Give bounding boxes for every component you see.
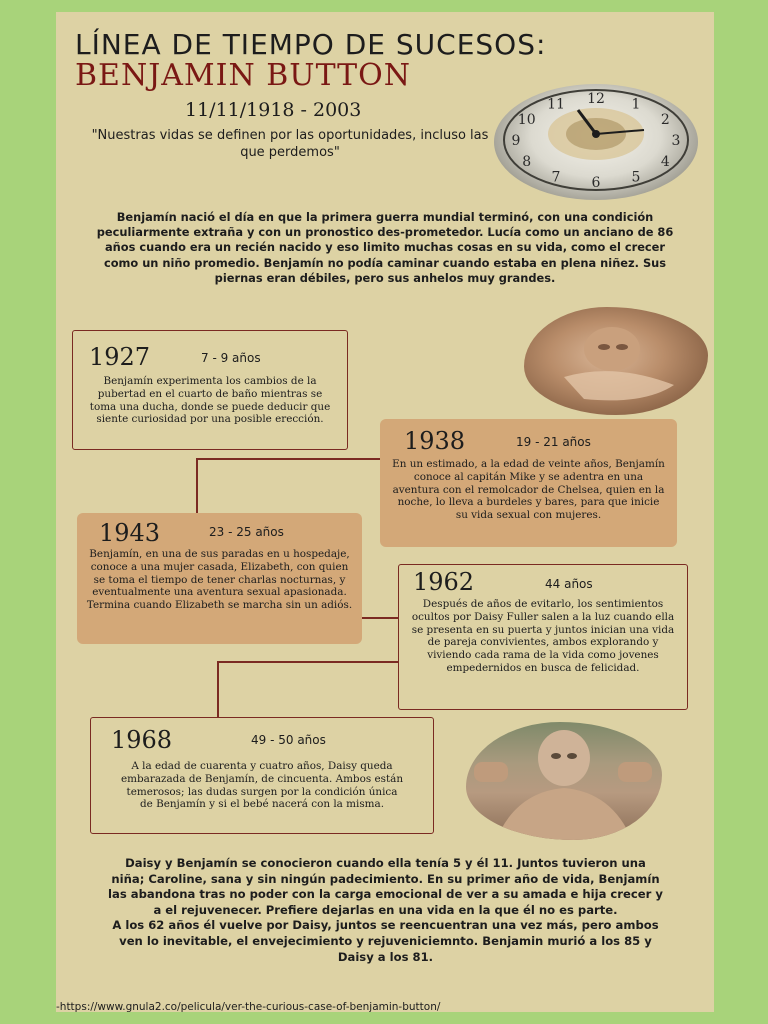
event-year: 1938 — [404, 427, 466, 455]
event-year: 1927 — [89, 343, 151, 371]
event-card-1962 — [398, 564, 688, 710]
clock-face-icon — [494, 84, 698, 200]
clock-numeral: 11 — [547, 96, 565, 113]
source-link[interactable]: -https://www.gnula2.co/pelicula/ver-the-curious-case-of-benjamin-button/ — [56, 1001, 441, 1013]
event-card-1968 — [90, 717, 434, 834]
event-card-1938 — [380, 419, 677, 547]
event-description: Benjamín, en una de sus paradas en u hospedaje, conoce a una mujer casada, Elizabeth, con quien se toma el tiempo de tener charlas nocturnas, y eventualmente una aventura sexual apasionada. Termina cuando Elizabeth se marcha sin un adiós. — [86, 548, 353, 612]
timeline-connector — [217, 661, 399, 663]
event-description: A la edad de cuarenta y cuatro años, Daisy queda embarazada de Benjamín, de cincuenta. Ambos están temerosos; las dudas surgen por la condición única de Benjamín y si el bebé nacerá con la misma. — [121, 760, 404, 811]
event-description: Benjamín experimenta los cambios de la pubertad en el cuarto de baño mientras se toma una ducha, donde se puede deducir que siente curiosidad por una posible erección. — [89, 375, 331, 426]
clock-numeral: 6 — [591, 175, 601, 191]
timeline-connector — [217, 661, 219, 719]
clock-numeral: 5 — [631, 169, 641, 186]
event-description: Después de años de evitarlo, los sentimientos ocultos por Daisy Fuller salen a la luz cuando ella se presenta en su puerta y juntos inician una vida de pareja convivientes, ambos explorando y viviendo cada rama de la vida como jovenes empedernidos en busca de felicidad. — [411, 598, 675, 674]
event-year: 1968 — [111, 726, 173, 754]
event-card-1943 — [77, 513, 362, 644]
old-man-photo — [466, 722, 662, 840]
clock-numeral: 12 — [587, 91, 605, 107]
event-age: 7 - 9 años — [201, 351, 261, 365]
event-age: 23 - 25 años — [209, 525, 284, 539]
timeline-connector — [196, 458, 380, 460]
clock-numeral: 2 — [660, 112, 670, 128]
movie-quote: "Nuestras vidas se definen por las oportunidades, incluso las que perdemos" — [91, 128, 489, 160]
clock-numeral: 3 — [671, 133, 681, 149]
event-year: 1962 — [413, 568, 475, 596]
clock-numeral: 4 — [660, 154, 670, 170]
clock-image — [494, 84, 698, 200]
closing-paragraph: Daisy y Benjamín se conocieron cuando ella tenía 5 y él 11. Juntos tuvieron una niña; Caroline, sana y sin ningún padecimiento. En su primer año de vida, Benjamín las abandona tras no poder con la carga emocional de ver a su amada e hija crecer y a el rejuvenecer. Prefiere dejarlas en una vida en la que él no es parte. A los 62 años él vuelve por Daisy, juntos se reencuentran una vez más, pero ambos ven lo inevitable, el envejecimiento y rejuveniciemnto. Benjamin murió a los 85 y Daisy a los 81. — [108, 856, 663, 964]
title-line-2: BENJAMIN BUTTON — [75, 58, 411, 93]
event-age: 19 - 21 años — [516, 435, 591, 449]
clock-numeral: 1 — [631, 96, 641, 113]
intro-paragraph: Benjamín nació el día en que la primera guerra mundial terminó, con una condición peculiarmente extraña y con un pronostico des-prometedor. Lucía como un anciano de 86 años cuando era un recién nacido y eso limito muchas cosas en su vida, como el crecer como un niño promedio. Benjamín no podía caminar cuando estaba en plena niñez. Sus piernas eran débiles, pero sus anhelos muy grandes. — [96, 210, 674, 285]
timeline-connector — [361, 617, 399, 619]
event-description: En un estimado, a la edad de veinte años, Benjamín conoce al capitán Mike y se adentra en una aventura con el remolcador de Chelsea, quien en la noche, lo lleva a burdeles y bares, para que inicie su vida sexual con mujeres. — [392, 458, 665, 522]
baby-photo — [524, 307, 708, 415]
event-year: 1943 — [99, 519, 161, 547]
event-card-1927 — [72, 330, 348, 450]
clock-numeral: 7 — [551, 169, 561, 186]
clock-numeral: 10 — [517, 112, 536, 128]
event-age: 44 años — [545, 577, 593, 591]
event-age: 49 - 50 años — [251, 733, 326, 747]
title-line-1: LÍNEA DE TIEMPO DE SUCESOS: — [75, 28, 547, 61]
clock-numeral: 8 — [522, 154, 532, 170]
clock-numeral: 9 — [511, 133, 521, 149]
timeline-connector — [196, 458, 198, 514]
life-dates: 11/11/1918 - 2003 — [185, 99, 362, 121]
